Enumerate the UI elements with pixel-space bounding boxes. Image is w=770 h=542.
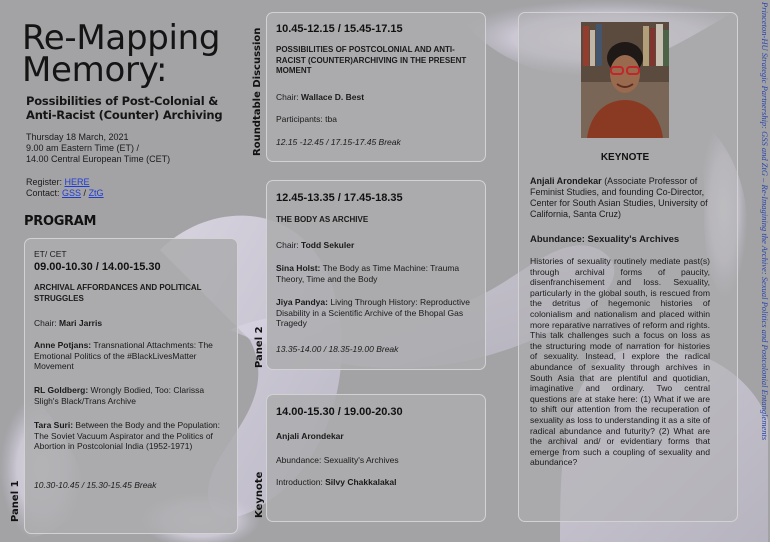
- panel2-chair: [276, 240, 354, 251]
- panel1-title: ARCHIVAL AFFORDANCES AND POLITICAL STRUGGLES: [34, 283, 202, 303]
- keynote-card: [266, 394, 486, 522]
- register-line: [26, 177, 104, 188]
- program-heading: PROGRAM: [24, 214, 97, 229]
- contact-line: [26, 188, 104, 199]
- panel2-time: 12.45-13.35 / 17.45-18.35: [276, 192, 403, 204]
- roundtable-participants: Participants: tba: [276, 114, 337, 124]
- roundtable-card: [266, 12, 486, 162]
- title-line-1: Re-Mapping: [22, 18, 221, 58]
- keynote-bio: [530, 176, 710, 220]
- panel2-card: [266, 180, 486, 370]
- keynote-card-label: Keynote: [254, 471, 265, 518]
- panel1-chair: [34, 318, 102, 329]
- keynote-intro-label: Introduction:: [276, 477, 326, 487]
- panel2-break: 13.35-14.00 / 18.35-19.00 Break: [276, 344, 399, 354]
- event-date: Thursday 18 March, 2021: [26, 132, 129, 142]
- register-link[interactable]: HERE: [64, 177, 90, 187]
- side-strip-text: Princeton-HU Strategic Partnership: GSS and ZtG – Re-Imagining the Archive: Sexual Politics and Postcolonial Entanglements: [760, 2, 770, 441]
- keynote-abstract: Histories of sexuality routinely mediate past(s) through archival forms of paucity, disenfranchisement and loss. Sexuality, particularly in the global south, is rescued from the detritus of hegemonic histories of colonialism and nationalism and placed within more reparative narratives of reform and rights. This talk challenges such a focus on loss as the structuring mode of narration for histories of sexuality. Instead, I explore the radical abundance of sexuality through archives in South Asia that are plentiful and quotidian, imaginative and ordinary. Two central questions are at stake here: (1) What if we are to shift our attention from the recuperation of sexuality as loss to understanding it as a site of radical abundance and futurity? (2) What are the archival and/ or evidentiary forms that emerge from such a coupling of sexuality and abundance?: [530, 256, 710, 468]
- roundtable-chair: [276, 92, 364, 103]
- talk-speaker: RL Goldberg:: [34, 385, 89, 395]
- panel1-time: 09.00-10.30 / 14.00-15.30: [34, 261, 161, 273]
- page-title: [22, 18, 221, 90]
- talk-speaker: Tara Suri:: [34, 420, 74, 430]
- keynote-talk-title: Abundance: Sexuality's Archives: [530, 234, 680, 245]
- register-contact: [26, 177, 104, 199]
- roundtable-time: 10.45-12.15 / 15.45-17.15: [276, 23, 403, 35]
- roundtable-break: 12.15 -12.45 / 17.15-17.45 Break: [276, 137, 401, 147]
- talk-title: Living Through History: Reproductive Disability in a Scientific Archive of the Bhopal Gas Tragedy: [276, 297, 471, 328]
- contact-link-gss[interactable]: GSS: [62, 188, 82, 198]
- panel1-talk-3: [34, 420, 230, 452]
- keynote-heading: KEYNOTE: [600, 152, 650, 163]
- register-label: Register:: [26, 177, 65, 187]
- talk-title: Transnational Attachments: The Emotional Politics of the #BlackLivesMatter Movement: [34, 340, 213, 371]
- roundtable-label: Roundtable Discussion: [252, 27, 263, 156]
- panel1-break: 10.30-10.45 / 15.30-15.45 Break: [34, 480, 157, 490]
- roundtable-chair-label: Chair:: [276, 92, 302, 102]
- talk-speaker: Sina Holst:: [276, 263, 321, 273]
- event-info: [26, 132, 170, 165]
- keynote-card-intro: [276, 477, 397, 488]
- panel2-talk-1: [276, 263, 476, 284]
- talk-title: Between the Body and the Population: The Soviet Vacuum Aspirator and the Politics of Abortion in Postcolonial India (1952-1971): [34, 420, 221, 451]
- contact-label: Contact:: [26, 188, 63, 198]
- keynote-card-time: 14.00-15.30 / 19.00-20.30: [276, 406, 403, 418]
- keynote-card-speaker: Anjali Arondekar: [276, 431, 344, 441]
- keynote-intro-name: Silvy Chakkalakal: [325, 477, 397, 487]
- subtitle: Possibilities of Post-Colonial & Anti-Racist (Counter) Archiving: [26, 94, 223, 122]
- panel1-label: Panel 1: [10, 480, 21, 522]
- panel1-chair-label: Chair:: [34, 318, 60, 328]
- panel1-talk-1: [34, 340, 230, 372]
- panel1-chair-name: Mari Jarris: [59, 318, 103, 328]
- panel2-talk-2: [276, 297, 476, 329]
- roundtable-chair-name: Wallace D. Best: [301, 92, 365, 102]
- talk-speaker: Jiya Pandya:: [276, 297, 328, 307]
- event-time-eu: 14.00 Central European Time (CET): [26, 154, 171, 164]
- keynote-affiliation: (Associate Professor of Feminist Studies, and founding Co-Director, Center for South Asian Studies, University of California, Santa Cruz): [530, 176, 708, 219]
- panel2-chair-label: Chair:: [276, 240, 302, 250]
- panel1-talk-2: [34, 385, 230, 406]
- talk-title: The Body as Time Machine: Trauma Theory, Time and the Body: [276, 263, 460, 284]
- roundtable-title: POSSIBILITIES OF POSTCOLONIAL AND ANTI-RACIST (COUNTER)ARCHIVING IN THE PRESENT MOMENT: [276, 45, 467, 75]
- keynote-card-talk: Abundance: Sexuality's Archives: [276, 455, 399, 465]
- keynote-speaker: Anjali Arondekar: [530, 176, 602, 186]
- panel2-title: THE BODY AS ARCHIVE: [276, 215, 369, 224]
- speaker-photo-image: [581, 22, 669, 138]
- panel1-timezone: ET/ CET: [34, 249, 67, 259]
- speaker-photo: [581, 22, 669, 138]
- talk-title: Wrongly Bodied, Too: Clarissa Sligh's Black/Trans Archive: [34, 385, 205, 406]
- panel1-card: [24, 238, 238, 534]
- talk-speaker: Anne Potjans:: [34, 340, 92, 350]
- panel2-chair-name: Todd Sekuler: [301, 240, 355, 250]
- event-time-us: 9.00 am Eastern Time (ET) /: [26, 143, 140, 153]
- contact-link-ztg[interactable]: ZtG: [88, 188, 104, 198]
- contact-separator: /: [81, 188, 89, 198]
- title-line-2: Memory:: [22, 50, 168, 90]
- panel2-label: Panel 2: [254, 326, 265, 368]
